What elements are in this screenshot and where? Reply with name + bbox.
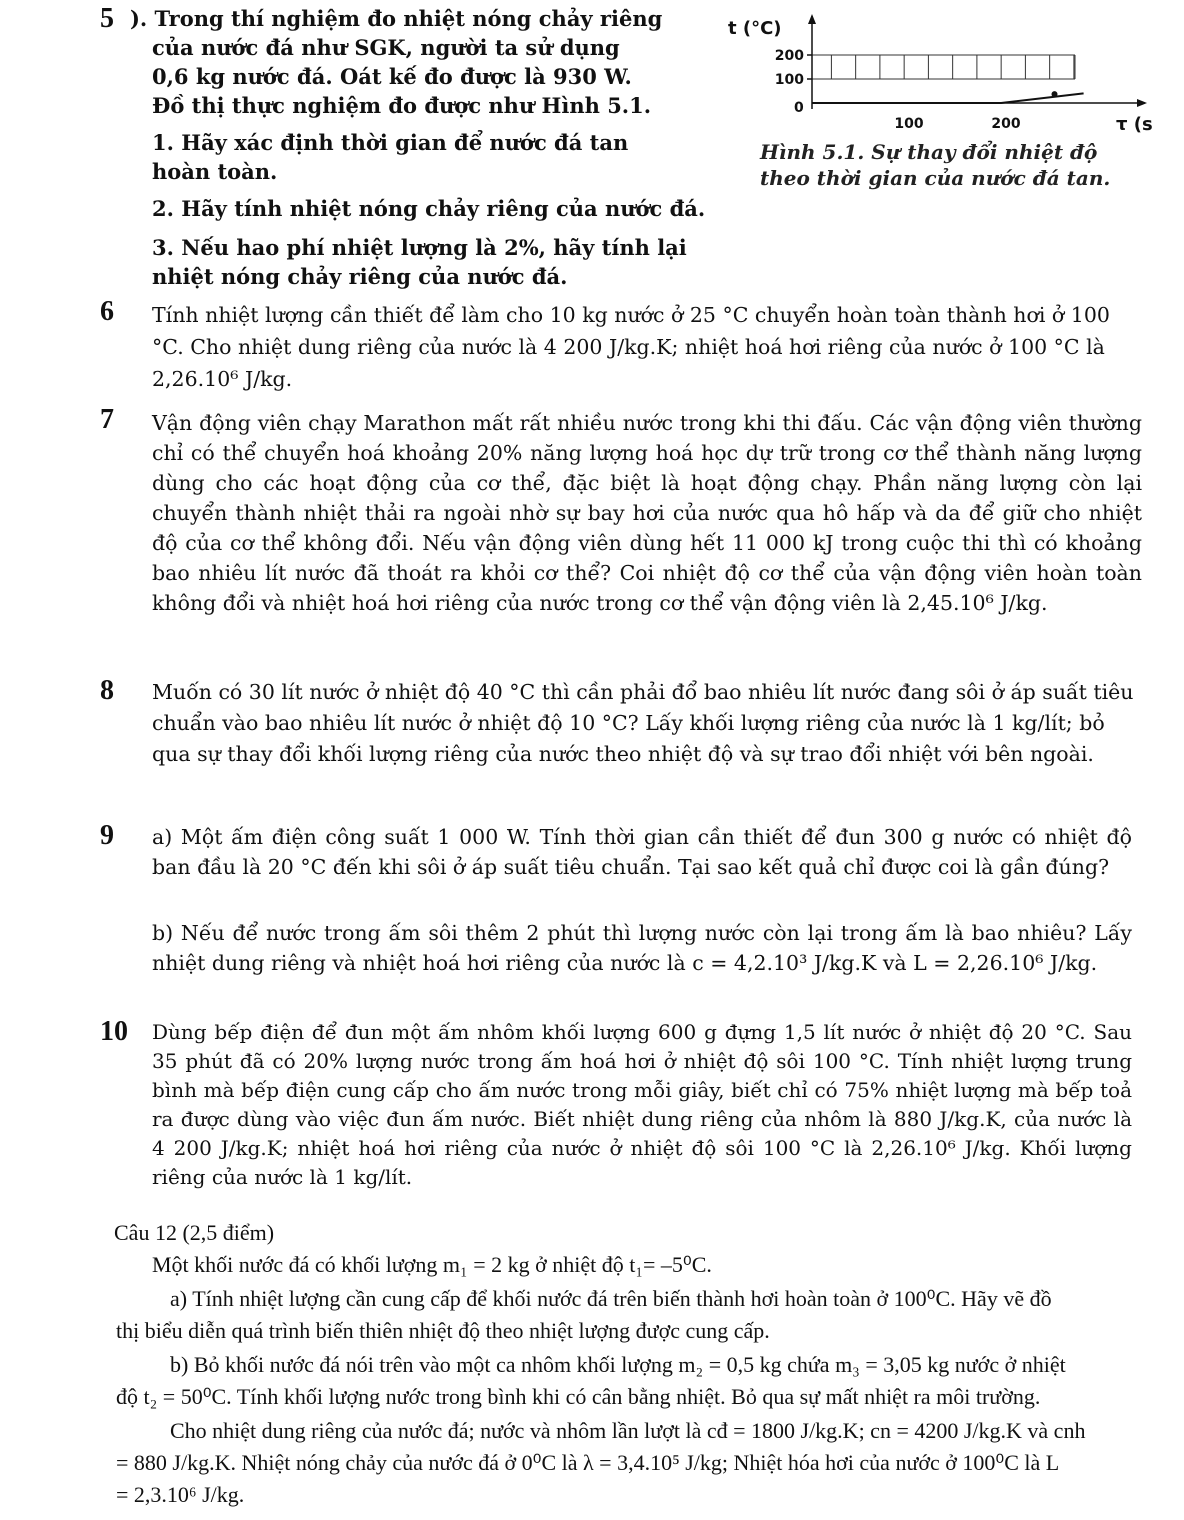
question-number-6: 6 — [100, 296, 114, 327]
q12-line-5: độ t₂ = 50⁰C. Tính khối lượng nước trong bình khi có cân bằng nhiệt. Bỏ qua sự mất nhiệt ra môi trường. — [116, 1384, 1041, 1409]
q12-line-4: b) Bỏ khối nước đá nói trên vào một ca nhôm khối lượng m₂ = 0,5 kg chứa m₃ = 3,05 kg nước ở nhiệt — [170, 1352, 1066, 1377]
chart-data-point — [1052, 91, 1058, 97]
figure-caption-line-2: theo thời gian của nước đá tan. — [760, 166, 1111, 190]
chart-y-axis-arrow — [808, 14, 816, 24]
q12-line-2: a) Tính nhiệt lượng cần cung cấp để khối nước đá trên biến thành hơi hoàn toàn ở 100⁰C. Hãy vẽ đồ — [170, 1286, 1052, 1311]
q5-intro-line-1: ). Trong thí nghiệm đo nhiệt nóng chảy riêng — [130, 6, 663, 31]
chart-series-line — [812, 93, 1084, 103]
chart-y-tick-label: 200 — [774, 48, 804, 64]
q5-item-2: 2. Hãy tính nhiệt nóng chảy riêng của nước đá. — [152, 196, 706, 221]
q5-item-3-line-1: 3. Nếu hao phí nhiệt lượng là 2%, hãy tính lại — [152, 235, 687, 260]
chart-x-axis-label: τ (s — [1116, 114, 1153, 135]
q12-line-3: thị biểu diễn quá trình biến thiên nhiệt độ theo nhiệt lượng được cung cấp. — [116, 1318, 770, 1343]
q5-item-1-line-2: hoàn toàn. — [152, 159, 278, 184]
chart-x-tick-label: 100 — [894, 116, 924, 132]
q5-item-1-line-1: 1. Hãy xác định thời gian để nước đá tan — [152, 130, 629, 155]
question-number-5: 5 — [100, 3, 114, 34]
q5-intro-line-4: Đồ thị thực nghiệm đo được như Hình 5.1. — [152, 93, 652, 118]
q6-text: Tính nhiệt lượng cần thiết để làm cho 10 kg nước ở 25 °C chuyển hoàn toàn thành hơi ở 100 °C. Cho nhiệt dung riêng của nước là 4 200 J/kg.K; nhiệt hoá hơi riêng của nước ở 100 °C là 2,26.10⁶ J/kg. — [152, 303, 1110, 391]
question-number-8: 8 — [100, 675, 114, 706]
q5-intro-line-3: 0,6 kg nước đá. Oát kế đo được là 930 W. — [152, 64, 632, 89]
question-number-7: 7 — [100, 404, 114, 435]
q12-line-1: Một khối nước đá có khối lượng m₁ = 2 kg ở nhiệt độ t₁= –5⁰C. — [152, 1252, 712, 1277]
chart-origin-label: 0 — [794, 100, 804, 116]
chart-x-tick-label: 200 — [991, 116, 1021, 132]
figure-5-1-chart — [720, 8, 1160, 138]
q9-part-b: b) Nếu để nước trong ấm sôi thêm 2 phút thì lượng nước còn lại trong ấm là bao nhiêu? Lấy nhiệt dung riêng và nhiệt hoá hơi riêng của nước là c = 4,2.10³ J/kg.K và L = 2,26.10⁶ J/kg. — [152, 921, 1132, 975]
q12-line-8: = 2,3.10⁶ J/kg. — [116, 1482, 245, 1507]
q7-text: Vận động viên chạy Marathon mất rất nhiều nước trong khi thi đấu. Các vận động viên thường chỉ có thể chuyển hoá khoảng 20% năng lượng hoá học dự trữ trong cơ thể thành năng lượng dùng cho các hoạt động của cơ thể, đặc biệt là hoạt động chạy. Phần năng lượng còn lại chuyển thành nhiệt thải ra ngoài nhờ sự bay hơi của nước qua hô hấp và da để giữ cho nhiệt độ của cơ thể không đổi. Nếu vận động viên dùng hết 11 000 kJ trong cuộc thi thì có khoảng bao nhiêu lít nước đã thoát ra khỏi cơ thể? Coi nhiệt độ cơ thể của vận động viên hoàn toàn không đổi và nhiệt hoá hơi riêng của nước trong cơ thể vận động viên là 2,45.10⁶ J/kg. — [152, 411, 1142, 615]
q9-part-a: a) Một ấm điện công suất 1 000 W. Tính thời gian cần thiết để đun 300 g nước có nhiệt độ ban đầu là 20 °C đến khi sôi ở áp suất tiêu chuẩn. Tại sao kết quả chỉ được coi là gần đúng? — [152, 825, 1132, 879]
q8-text: Muốn có 30 lít nước ở nhiệt độ 40 °C thì cần phải đổ bao nhiêu lít nước đang sôi ở áp suất tiêu chuẩn vào bao nhiêu lít nước ở nhiệt độ 10 °C? Lấy khối lượng riêng của nước là 1 kg/lít; bỏ qua sự thay đổi khối lượng riêng của nước theo nhiệt độ và sự trao đổi nhiệt với bên ngoài. — [152, 680, 1134, 766]
q12-line-7: = 880 J/kg.K. Nhiệt nóng chảy của nước đá ở 0⁰C là λ = 3,4.10⁵ J/kg; Nhiệt hóa hơi của nước ở 100⁰C là L — [116, 1450, 1060, 1475]
figure-caption-line-1: Hình 5.1. Sự thay đổi nhiệt độ — [760, 140, 1098, 164]
question-number-9: 9 — [100, 820, 114, 851]
chart-y-tick-label: 100 — [774, 72, 804, 88]
q5-item-3-line-2: nhiệt nóng chảy riêng của nước đá. — [152, 264, 568, 289]
q12-line-6: Cho nhiệt dung riêng của nước đá; nước và nhôm lần lượt là cđ = 1800 J/kg.K; cn = 4200 J/kg.K và cnh — [170, 1418, 1086, 1443]
chart-x-axis-arrow — [1137, 99, 1147, 107]
q10-text: Dùng bếp điện để đun một ấm nhôm khối lượng 600 g đựng 1,5 lít nước ở nhiệt độ 20 °C. Sau 35 phút đã có 20% lượng nước trong ấm hoá hơi ở nhiệt độ sôi 100 °C. Tính nhiệt lượng trung bình mà bếp điện cung cấp cho ấm nước trong mỗi giây, biết chỉ có 75% nhiệt lượng mà bếp toả ra được dùng vào việc đun ấm nước. Biết nhiệt dung riêng của nhôm là 880 J/kg.K, của nước là 4 200 J/kg.K; nhiệt hoá hơi riêng của nước ở nhiệt độ sôi 100 °C là 2,26.10⁶ J/kg. Khối lượng riêng của nước là 1 kg/lít. — [152, 1020, 1132, 1189]
q5-intro-line-2: của nước đá như SGK, người ta sử dụng — [152, 35, 620, 60]
chart-y-axis-label: t (°C) — [728, 18, 782, 39]
q12-header: Câu 12 (2,5 điểm) — [114, 1220, 275, 1245]
question-number-10: 10 — [100, 1016, 128, 1047]
